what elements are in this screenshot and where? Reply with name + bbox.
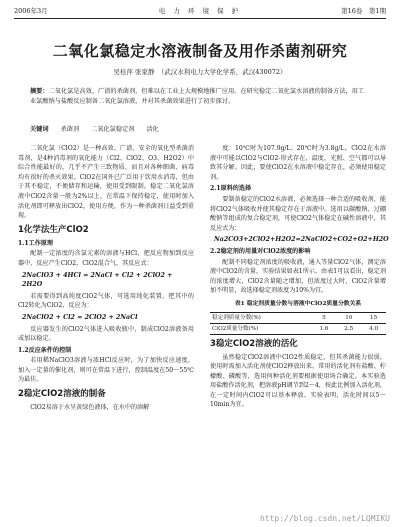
intro-paragraph: 二氧化氯（ClO2）是一种高效、广谱、安全的氧化型杀菌消毒剂，是4种消毒剂的氧化能力（Cl2、ClO2、O3、H2O2）中综合性能最好的，几乎不产生三致物质，而且对各种细菌、病毒均有很好的杀灭效果。ClO2在国外已广泛用于饮用水消毒，但由于其不稳定，不便储存和运输，使用受到限制。稳定二氧化氯溶液中ClO2含量一般为2%以上，在常温下保持稳定，使用时加入活化剂即可释放出ClO2，使用方便，作为一种杀菌剂日益受到重视。	[18, 145, 194, 220]
abstract	[30, 87, 370, 107]
body-paragraph: ClO2易溶于水呈黄绿色液体，在水中的溶解	[30, 404, 150, 412]
data-table	[210, 312, 386, 335]
subsection-heading: 2.2稳定剂的用量对ClO2浓度的影响	[210, 247, 311, 255]
section-heading: 2稳定ClO2溶液的制备	[18, 389, 106, 400]
body-paragraph: 反应器发生的ClO2气体进入吸收瓶中，制成ClO2溶液备用或加以稳定。	[18, 325, 194, 343]
table-cell: 2.5	[336, 323, 361, 334]
section-heading: 3稳定ClO2溶液的活化	[210, 338, 298, 349]
body-paragraph: 度：10℃时为107.9g/L；20℃时为3.8g/L。ClO2在水溶液中可能以ClO2与ClO2-形式存在，温度、光照、空气都可以导致其分解。因此，要使ClO2在水溶液中稳定存在，必须使用稳定剂。	[210, 145, 386, 181]
header-rule	[14, 18, 386, 19]
table-header-cell: 稳定剂质量分数(%)	[210, 312, 312, 323]
keywords	[30, 124, 370, 133]
header-date: 2006年3月	[14, 7, 48, 15]
right-column	[210, 144, 389, 411]
left-column	[18, 144, 194, 414]
section-heading: 1化学法生产ClO2	[18, 224, 89, 235]
paper-authors: 吴桂萍 张家静 （武汉水利电力大学化学系，武汉430072）	[113, 68, 287, 76]
body-paragraph: 配制一定浓度的含氯元素的溶液与HCl，把反应物加到反应器中，反应产生ClO2，ClO2混合气，其反应式：	[18, 250, 194, 267]
keywords-label: 关键词	[30, 126, 49, 133]
table-header-cell: 15	[361, 312, 386, 323]
body-paragraph: 要制备稳定的ClO2水溶液，必须选择一种合适的吸收剂，能将ClO2气体吸收并使其稳定存在于溶液中。选用以碳酸钠、过硼酸钠等组成的复合稳定剂，可使ClO2气体稳定在碱性溶液中，其反应式为：	[210, 195, 386, 232]
table-cell: 1.6	[312, 323, 337, 334]
subsection-heading: 1.2反应条件的控制	[18, 346, 72, 354]
abstract-text: 二氧化氯是高效、广谱的杀菌剂，但难以在工业上大规模地推广应用。在研究稳定二氧化氯水溶液的制备方法，用工业氯酸钠与盐酸反应制备二氧化氯溶液，并对其杀菌效果进行了初步探讨。	[30, 88, 365, 105]
subsection-heading: 2.1原料的选择	[210, 185, 252, 193]
running-header	[14, 6, 386, 18]
table-header-cell: 5	[312, 312, 337, 323]
body-paragraph: 若用稀NaClO3溶液与浓HCl反应时，为了加快反应速度，加入一定量的催化剂，则可在常温下进行，控制温度在50～55℃为最佳。	[18, 357, 194, 384]
equation: Na2CO3+2ClO2+H2O2=2NaClO2+CO2+O2+H2O	[214, 236, 389, 244]
source-watermark: http://blog.csdn.net/LQMIKU	[259, 514, 390, 523]
header-volume: 第16卷 第1期	[341, 7, 386, 15]
table-header-row	[210, 312, 386, 323]
paper-title: 二氧化氯稳定水溶液制备及用作杀菌剂研究	[52, 42, 348, 60]
header-journal: 电 力 环 境 保 护	[158, 7, 242, 15]
table-cell: 4.0	[361, 323, 386, 334]
keyword: 二氧化氯稳定剂	[91, 126, 135, 133]
keyword: 活化	[146, 126, 159, 133]
body-paragraph: 若需要得到高纯度ClO2气体，可选用纯化装置，把其中的Cl2转化为ClO2，反应为：	[18, 292, 194, 310]
body-paragraph: 虽然稳定ClO2溶液中ClO2性质稳定，但其杀菌能力很弱，使用时需加入活化剂使ClO2释放出来。常用的活化剂有盐酸、柠檬酸、磷酸等，选用何种活化剂要根据使用场合确定。本实验选用盐酸作活化剂，把溶液pH调节到2～4，按此比例加入活化剂，在一定时间内ClO2可以基本释放。实验表明，活化时间以5～10min为宜。	[210, 353, 386, 409]
equation: 2NaClO3 + 4HCl = 2NaCl + Cl2 + 2ClO2 + 2H2O	[22, 271, 173, 289]
keyword: 杀菌剂	[60, 126, 80, 133]
subsection-heading: 1.1工作原理	[18, 239, 53, 247]
equation: 2NaClO2 + Cl2 = 2ClO2 + 2NaCl	[22, 313, 138, 321]
table-header-cell: 10	[336, 312, 361, 323]
body-paragraph: 配制不同稳定剂浓度的吸收液，通入等量ClO2气体，测定溶液中ClO2的含量，实验结果如表1所示。由表1可以看出，稳定剂的浓度增大，ClO2含量随之增加，但浓度过大时，ClO2含量增加不明显，故选择稳定剂浓度为10%为宜。	[210, 258, 386, 295]
table-cell: ClO2质量分数(%)	[210, 323, 312, 334]
table-row	[210, 323, 386, 334]
abstract-label: 摘要：	[30, 88, 49, 95]
table-caption: 表1 稳定剂质量分数与溶液中ClO2质量分数关系	[234, 300, 362, 307]
